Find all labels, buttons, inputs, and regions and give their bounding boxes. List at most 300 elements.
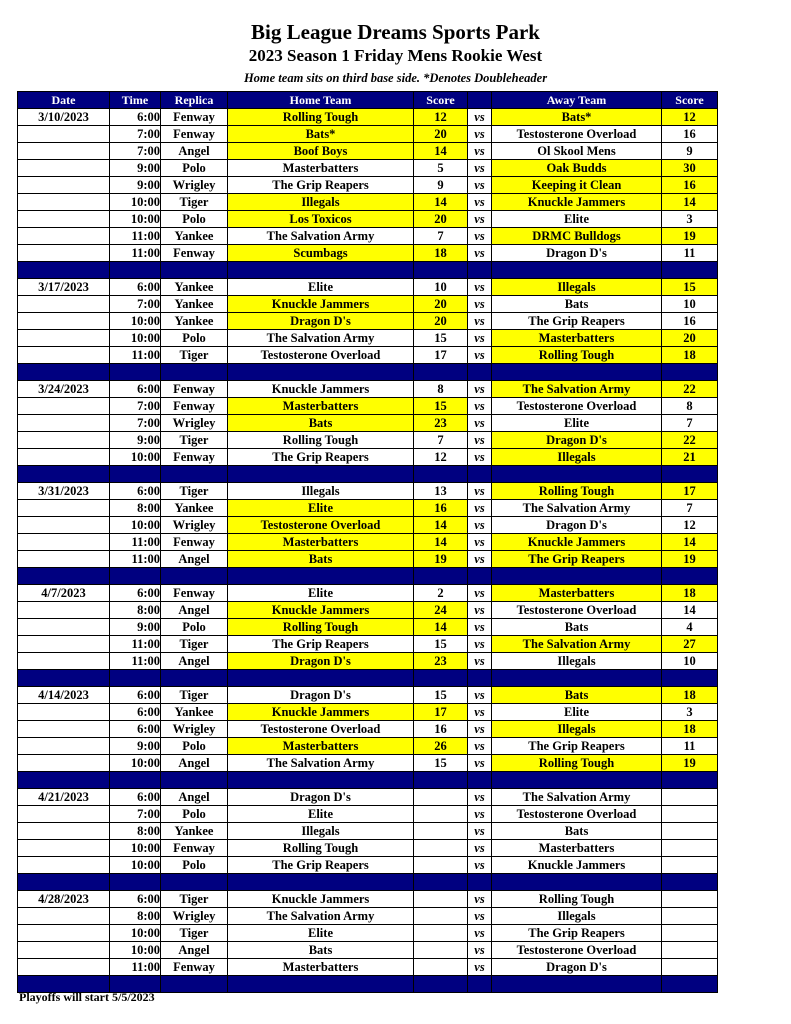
separator-cell (414, 466, 468, 483)
vs-label: vs (468, 500, 492, 517)
separator-cell (228, 772, 414, 789)
home-team: Dragon D's (228, 687, 414, 704)
home-team: Knuckle Jammers (228, 602, 414, 619)
home-score: 12 (414, 109, 468, 126)
away-score: 4 (662, 619, 718, 636)
away-team: Keeping it Clean (492, 177, 662, 194)
game-time: 6:00 (110, 585, 161, 602)
away-team: Knuckle Jammers (492, 534, 662, 551)
away-team: Dragon D's (492, 245, 662, 262)
game-field: Fenway (161, 840, 228, 857)
vs-label: vs (468, 398, 492, 415)
game-date (18, 143, 110, 160)
game-date: 3/10/2023 (18, 109, 110, 126)
away-score (662, 806, 718, 823)
vs-label: vs (468, 908, 492, 925)
home-score: 15 (414, 755, 468, 772)
table-row (18, 449, 718, 466)
game-time: 10:00 (110, 194, 161, 211)
table-row (18, 432, 718, 449)
away-team: Illegals (492, 653, 662, 670)
game-time: 10:00 (110, 211, 161, 228)
vs-label: vs (468, 126, 492, 143)
column-header-away-team: Away Team (492, 92, 662, 109)
game-time: 6:00 (110, 483, 161, 500)
home-score: 26 (414, 738, 468, 755)
away-team: The Grip Reapers (492, 925, 662, 942)
game-time: 7:00 (110, 806, 161, 823)
vs-label: vs (468, 704, 492, 721)
away-score (662, 908, 718, 925)
column-header-replica: Replica (161, 92, 228, 109)
away-team: Elite (492, 704, 662, 721)
vs-label: vs (468, 109, 492, 126)
home-team: The Grip Reapers (228, 857, 414, 874)
away-team: Ol Skool Mens (492, 143, 662, 160)
separator-cell (414, 364, 468, 381)
vs-label: vs (468, 534, 492, 551)
vs-label: vs (468, 432, 492, 449)
home-team: The Salvation Army (228, 908, 414, 925)
separator-cell (492, 568, 662, 585)
away-team: Bats (492, 619, 662, 636)
away-team: Knuckle Jammers (492, 857, 662, 874)
game-time: 7:00 (110, 126, 161, 143)
away-team: Elite (492, 211, 662, 228)
home-score: 20 (414, 126, 468, 143)
vs-label: vs (468, 296, 492, 313)
away-score: 3 (662, 211, 718, 228)
vs-label: vs (468, 619, 492, 636)
game-field: Tiger (161, 194, 228, 211)
column-header-home-team: Home Team (228, 92, 414, 109)
game-time: 11:00 (110, 636, 161, 653)
separator-cell (110, 772, 161, 789)
game-date (18, 959, 110, 976)
game-time: 10:00 (110, 517, 161, 534)
home-score: 14 (414, 194, 468, 211)
away-team: Bats (492, 823, 662, 840)
table-row (18, 721, 718, 738)
game-time: 9:00 (110, 738, 161, 755)
separator-cell (414, 670, 468, 687)
home-score: 7 (414, 228, 468, 245)
separator-cell (492, 670, 662, 687)
game-date (18, 755, 110, 772)
table-row (18, 636, 718, 653)
away-score: 7 (662, 415, 718, 432)
vs-label: vs (468, 449, 492, 466)
game-date (18, 806, 110, 823)
away-team: Illegals (492, 908, 662, 925)
away-score: 10 (662, 296, 718, 313)
away-score: 16 (662, 126, 718, 143)
table-row (18, 330, 718, 347)
game-field: Wrigley (161, 908, 228, 925)
table-row (18, 755, 718, 772)
home-score (414, 806, 468, 823)
game-field: Yankee (161, 823, 228, 840)
separator-cell (110, 670, 161, 687)
schedule-table (17, 91, 718, 993)
game-time: 10:00 (110, 840, 161, 857)
table-row (18, 738, 718, 755)
away-score: 18 (662, 585, 718, 602)
away-team: Bats* (492, 109, 662, 126)
game-time: 8:00 (110, 908, 161, 925)
table-row (18, 959, 718, 976)
table-row (18, 551, 718, 568)
game-date: 4/14/2023 (18, 687, 110, 704)
home-team: Elite (228, 279, 414, 296)
game-field: Tiger (161, 925, 228, 942)
page-subtitle: 2023 Season 1 Friday Mens Rookie West (248, 46, 543, 65)
week-separator (18, 670, 718, 687)
vs-label: vs (468, 143, 492, 160)
game-date (18, 211, 110, 228)
vs-label: vs (468, 194, 492, 211)
home-team: Illegals (228, 483, 414, 500)
game-time: 6:00 (110, 687, 161, 704)
home-score: 5 (414, 160, 468, 177)
away-team: The Salvation Army (492, 636, 662, 653)
separator-cell (492, 466, 662, 483)
separator-cell (414, 874, 468, 891)
separator-cell (662, 772, 718, 789)
game-date (18, 602, 110, 619)
game-field: Tiger (161, 483, 228, 500)
away-score: 3 (662, 704, 718, 721)
game-field: Fenway (161, 534, 228, 551)
separator-cell (228, 568, 414, 585)
separator-cell (161, 262, 228, 279)
away-team: Masterbatters (492, 330, 662, 347)
table-header-row (18, 92, 718, 109)
game-date (18, 619, 110, 636)
home-score (414, 891, 468, 908)
away-score (662, 959, 718, 976)
game-field: Fenway (161, 381, 228, 398)
away-score (662, 891, 718, 908)
game-field: Fenway (161, 109, 228, 126)
away-score: 30 (662, 160, 718, 177)
separator-cell (662, 976, 718, 993)
table-row (18, 517, 718, 534)
game-time: 9:00 (110, 432, 161, 449)
separator-cell (161, 568, 228, 585)
away-score: 16 (662, 313, 718, 330)
away-score (662, 789, 718, 806)
game-field: Polo (161, 857, 228, 874)
game-time: 11:00 (110, 534, 161, 551)
column-header-home-score: Score (414, 92, 468, 109)
away-score: 22 (662, 432, 718, 449)
week-separator (18, 568, 718, 585)
away-team: Rolling Tough (492, 755, 662, 772)
away-score: 14 (662, 534, 718, 551)
home-team: Bats (228, 415, 414, 432)
away-score (662, 857, 718, 874)
away-score: 9 (662, 143, 718, 160)
home-score (414, 959, 468, 976)
vs-label: vs (468, 483, 492, 500)
game-field: Angel (161, 143, 228, 160)
home-team: The Grip Reapers (228, 449, 414, 466)
vs-label: vs (468, 517, 492, 534)
table-row (18, 126, 718, 143)
game-field: Yankee (161, 500, 228, 517)
game-date (18, 857, 110, 874)
table-row (18, 313, 718, 330)
vs-label: vs (468, 857, 492, 874)
separator-cell (468, 262, 492, 279)
week-separator (18, 262, 718, 279)
game-date (18, 840, 110, 857)
away-score: 10 (662, 653, 718, 670)
separator-cell (110, 262, 161, 279)
separator-cell (492, 262, 662, 279)
home-score: 20 (414, 313, 468, 330)
vs-label: vs (468, 228, 492, 245)
week-separator (18, 364, 718, 381)
home-team: Bats (228, 942, 414, 959)
game-time: 11:00 (110, 245, 161, 262)
away-team: The Salvation Army (492, 500, 662, 517)
game-date (18, 721, 110, 738)
separator-cell (468, 772, 492, 789)
game-field: Angel (161, 942, 228, 959)
game-time: 6:00 (110, 789, 161, 806)
game-date (18, 245, 110, 262)
home-score: 23 (414, 653, 468, 670)
away-score: 20 (662, 330, 718, 347)
vs-label: vs (468, 177, 492, 194)
separator-cell (662, 262, 718, 279)
table-row (18, 398, 718, 415)
vs-label: vs (468, 636, 492, 653)
game-date (18, 313, 110, 330)
game-time: 8:00 (110, 823, 161, 840)
game-date: 4/21/2023 (18, 789, 110, 806)
home-team: Masterbatters (228, 534, 414, 551)
away-score: 8 (662, 398, 718, 415)
away-team: Dragon D's (492, 432, 662, 449)
separator-cell (110, 568, 161, 585)
vs-label: vs (468, 653, 492, 670)
separator-cell (110, 874, 161, 891)
home-team: The Salvation Army (228, 228, 414, 245)
away-team: Testosterone Overload (492, 126, 662, 143)
game-time: 11:00 (110, 228, 161, 245)
game-date: 3/24/2023 (18, 381, 110, 398)
game-field: Tiger (161, 432, 228, 449)
separator-cell (662, 568, 718, 585)
vs-label: vs (468, 687, 492, 704)
game-time: 10:00 (110, 925, 161, 942)
home-team: Rolling Tough (228, 840, 414, 857)
home-team: Scumbags (228, 245, 414, 262)
week-separator (18, 772, 718, 789)
home-team: Testosterone Overload (228, 347, 414, 364)
separator-cell (161, 976, 228, 993)
home-team: Testosterone Overload (228, 721, 414, 738)
home-team: Masterbatters (228, 398, 414, 415)
schedule-body (18, 109, 718, 993)
separator-cell (468, 670, 492, 687)
home-team: Dragon D's (228, 653, 414, 670)
home-score: 19 (414, 551, 468, 568)
away-score: 18 (662, 687, 718, 704)
home-team: Los Toxicos (228, 211, 414, 228)
separator-cell (662, 874, 718, 891)
home-score: 15 (414, 330, 468, 347)
away-team: Dragon D's (492, 517, 662, 534)
vs-label: vs (468, 721, 492, 738)
home-team: Knuckle Jammers (228, 704, 414, 721)
home-team: Illegals (228, 823, 414, 840)
away-team: Masterbatters (492, 585, 662, 602)
playoffs-note: Playoffs will start 5/5/2023 (19, 990, 155, 1004)
vs-label: vs (468, 755, 492, 772)
separator-cell (414, 772, 468, 789)
away-score: 19 (662, 228, 718, 245)
game-date (18, 500, 110, 517)
away-score: 19 (662, 755, 718, 772)
away-team: The Salvation Army (492, 789, 662, 806)
home-score (414, 857, 468, 874)
away-score: 14 (662, 602, 718, 619)
home-score (414, 942, 468, 959)
table-row (18, 194, 718, 211)
game-date (18, 432, 110, 449)
vs-label: vs (468, 551, 492, 568)
home-score: 17 (414, 704, 468, 721)
away-score (662, 823, 718, 840)
game-field: Fenway (161, 398, 228, 415)
separator-cell (228, 364, 414, 381)
game-field: Wrigley (161, 721, 228, 738)
vs-label: vs (468, 330, 492, 347)
home-team: Dragon D's (228, 313, 414, 330)
away-score: 17 (662, 483, 718, 500)
home-score: 2 (414, 585, 468, 602)
game-field: Fenway (161, 126, 228, 143)
game-time: 9:00 (110, 160, 161, 177)
page-note: Home team sits on third base side. *Denotes Doubleheader (243, 71, 548, 85)
game-time: 9:00 (110, 619, 161, 636)
home-score: 24 (414, 602, 468, 619)
vs-label: vs (468, 415, 492, 432)
away-team: Masterbatters (492, 840, 662, 857)
game-time: 9:00 (110, 177, 161, 194)
game-date (18, 823, 110, 840)
home-team: The Salvation Army (228, 755, 414, 772)
away-score: 21 (662, 449, 718, 466)
separator-cell (414, 262, 468, 279)
separator-cell (228, 262, 414, 279)
game-date (18, 551, 110, 568)
vs-label: vs (468, 279, 492, 296)
game-time: 6:00 (110, 704, 161, 721)
game-time: 10:00 (110, 755, 161, 772)
table-row (18, 245, 718, 262)
separator-cell (18, 364, 110, 381)
game-field: Wrigley (161, 517, 228, 534)
home-team: Elite (228, 806, 414, 823)
away-team: The Grip Reapers (492, 313, 662, 330)
vs-label: vs (468, 823, 492, 840)
game-date (18, 194, 110, 211)
away-team: DRMC Bulldogs (492, 228, 662, 245)
home-score (414, 925, 468, 942)
away-team: Testosterone Overload (492, 602, 662, 619)
away-score: 11 (662, 738, 718, 755)
game-date (18, 160, 110, 177)
game-time: 6:00 (110, 721, 161, 738)
separator-cell (492, 976, 662, 993)
table-row (18, 704, 718, 721)
separator-cell (492, 874, 662, 891)
separator-cell (161, 364, 228, 381)
table-row (18, 602, 718, 619)
home-score: 14 (414, 619, 468, 636)
home-team: Bats* (228, 126, 414, 143)
vs-label: vs (468, 381, 492, 398)
game-time: 10:00 (110, 857, 161, 874)
table-row (18, 296, 718, 313)
vs-label: vs (468, 891, 492, 908)
game-field: Yankee (161, 704, 228, 721)
separator-cell (662, 466, 718, 483)
home-score: 16 (414, 721, 468, 738)
table-row (18, 891, 718, 908)
game-date (18, 228, 110, 245)
home-score: 10 (414, 279, 468, 296)
table-row (18, 160, 718, 177)
away-score: 14 (662, 194, 718, 211)
game-time: 7:00 (110, 143, 161, 160)
home-score: 17 (414, 347, 468, 364)
away-score: 19 (662, 551, 718, 568)
vs-label: vs (468, 245, 492, 262)
home-team: The Grip Reapers (228, 177, 414, 194)
game-time: 7:00 (110, 415, 161, 432)
away-team: Rolling Tough (492, 483, 662, 500)
table-row (18, 279, 718, 296)
game-date (18, 517, 110, 534)
away-team: Elite (492, 415, 662, 432)
game-time: 7:00 (110, 296, 161, 313)
home-team: The Grip Reapers (228, 636, 414, 653)
away-team: The Grip Reapers (492, 551, 662, 568)
table-row (18, 347, 718, 364)
vs-label: vs (468, 585, 492, 602)
vs-label: vs (468, 806, 492, 823)
table-row (18, 500, 718, 517)
column-header-date: Date (18, 92, 110, 109)
game-time: 11:00 (110, 551, 161, 568)
away-score: 12 (662, 109, 718, 126)
table-row (18, 823, 718, 840)
separator-cell (468, 364, 492, 381)
vs-label: vs (468, 925, 492, 942)
table-row (18, 942, 718, 959)
home-score: 15 (414, 687, 468, 704)
away-score: 22 (662, 381, 718, 398)
game-time: 7:00 (110, 398, 161, 415)
game-date: 4/7/2023 (18, 585, 110, 602)
table-row (18, 483, 718, 500)
